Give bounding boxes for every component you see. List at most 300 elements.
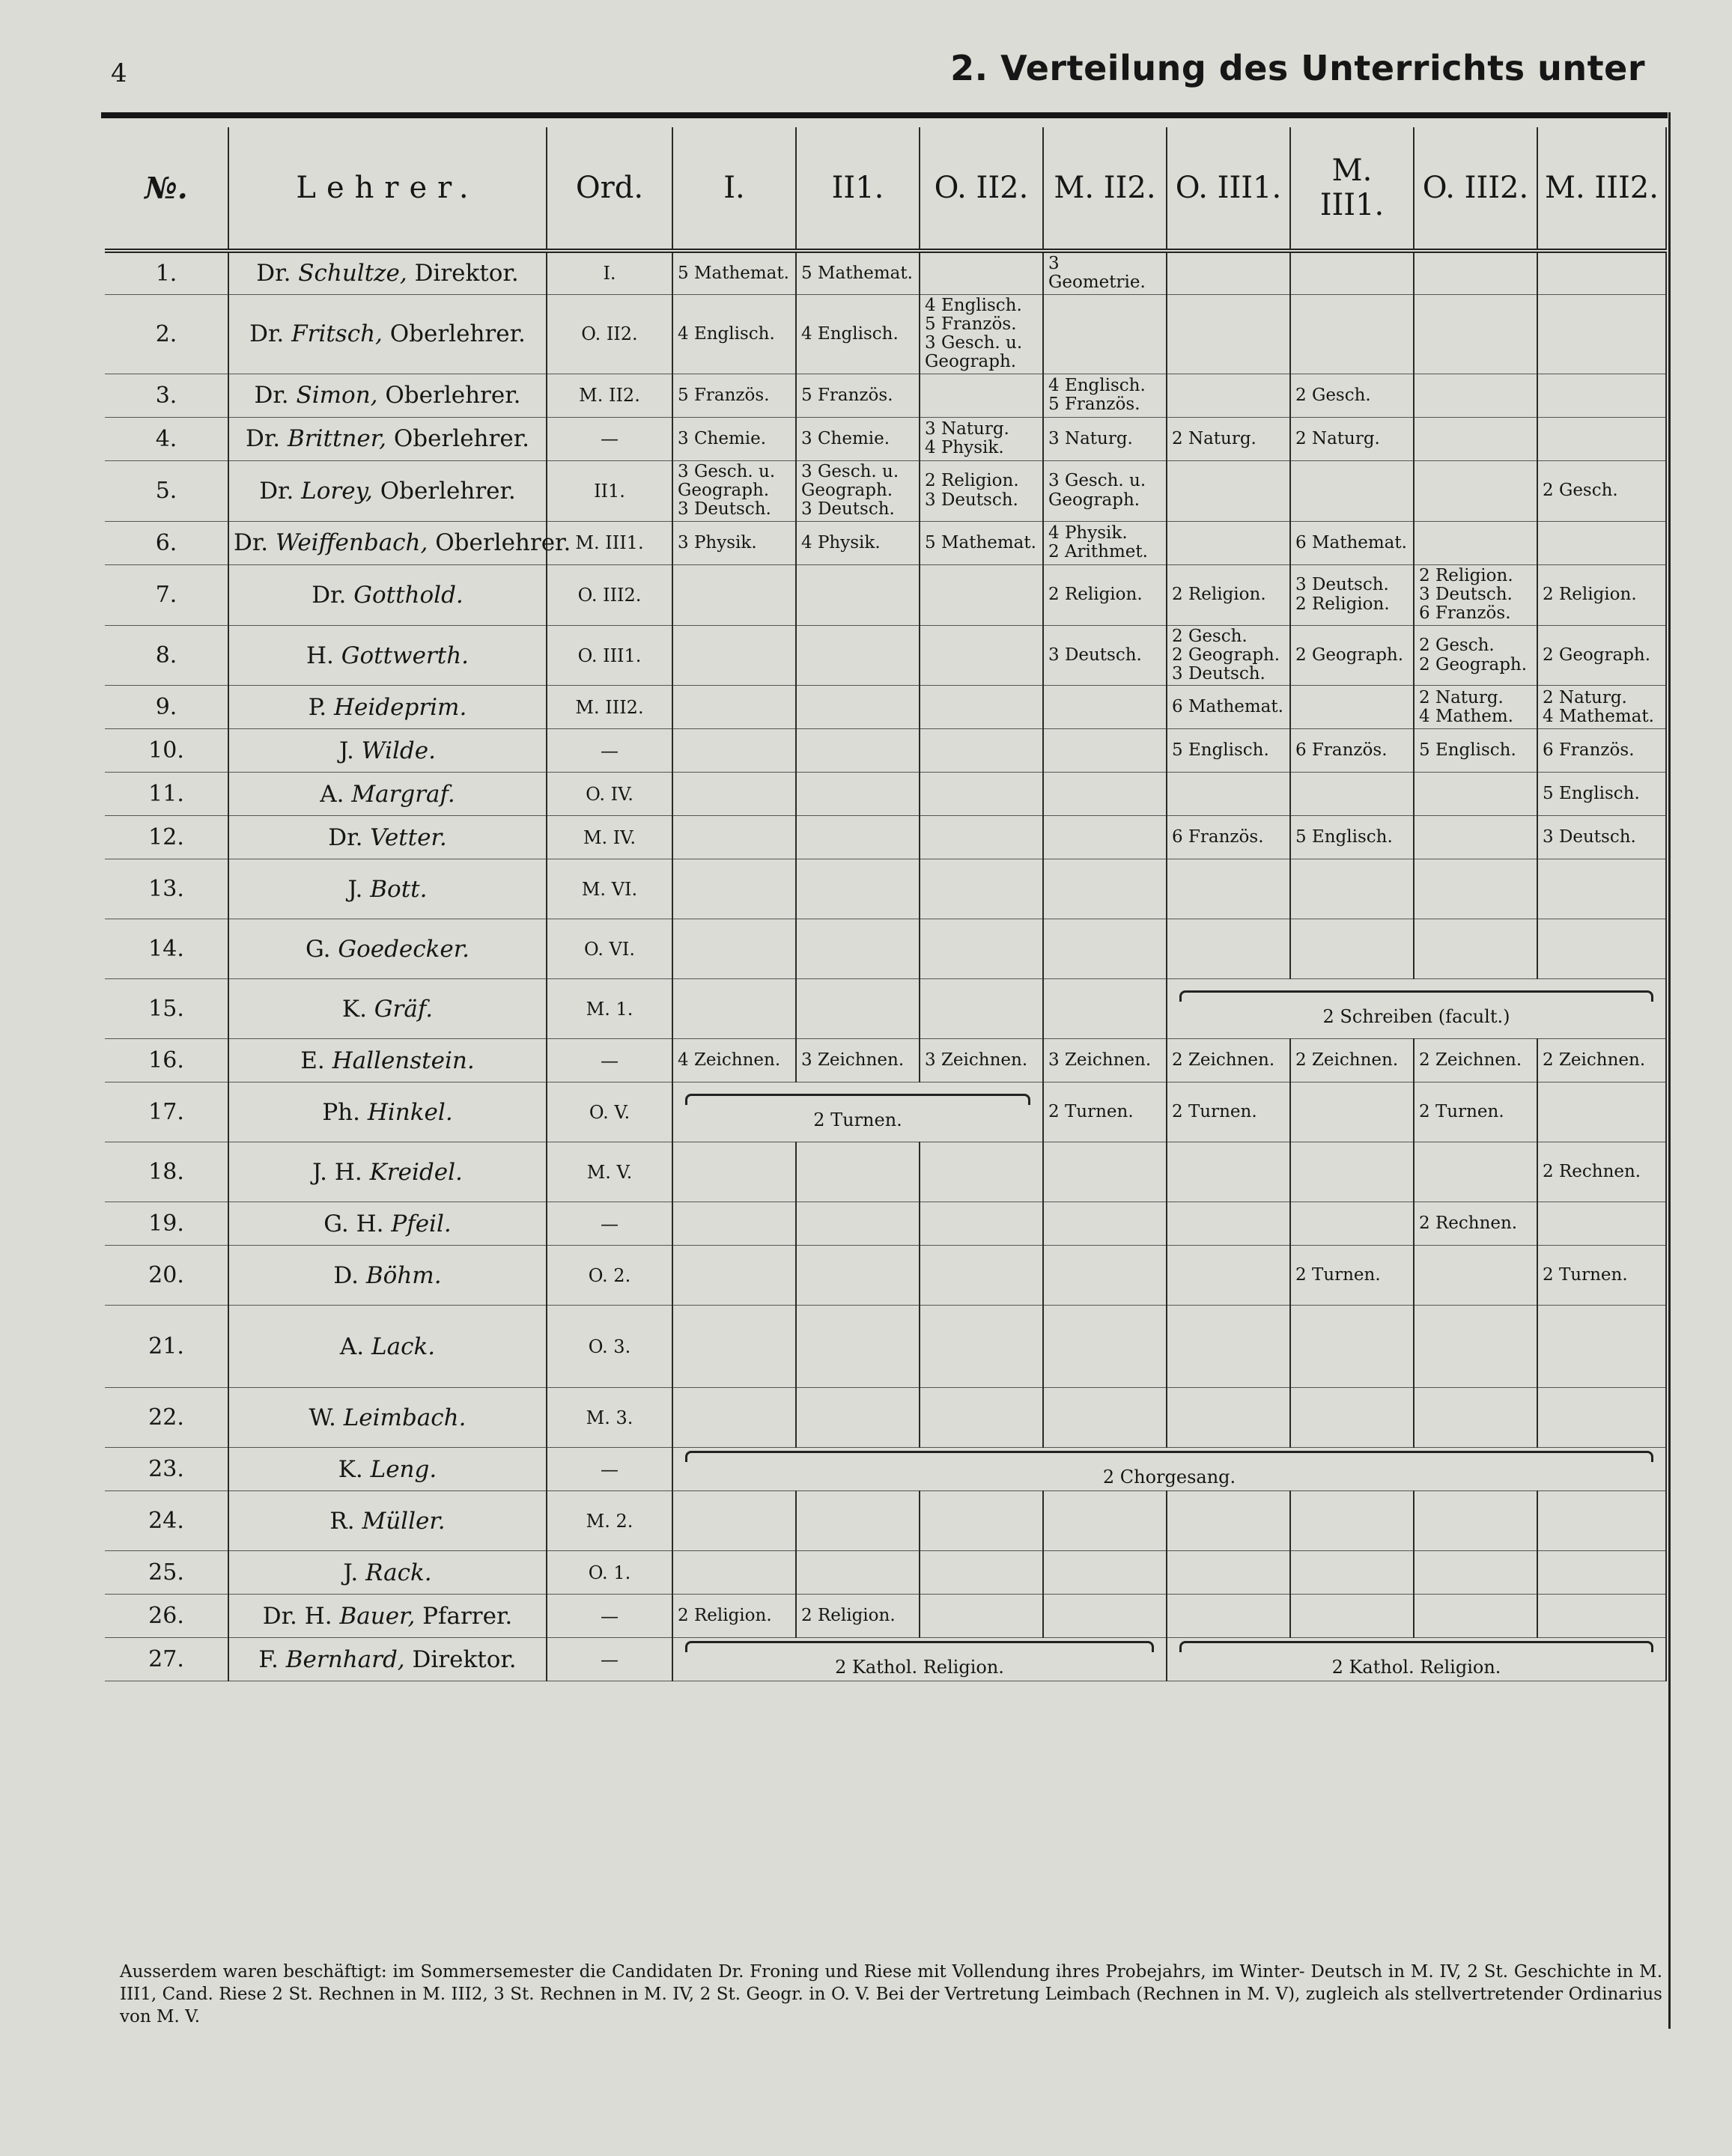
subject-cell <box>1043 1551 1167 1595</box>
subject-cell <box>1167 1551 1290 1595</box>
subject-cell: 5 Mathemat. <box>796 251 920 294</box>
table-row <box>105 417 1666 460</box>
subject-cell: 3 Gesch. u. Geograph. 3 Deutsch. <box>672 460 796 521</box>
teacher-prefix: F. <box>258 1645 279 1673</box>
subject-cell <box>796 1202 920 1246</box>
teacher-name: Leimbach. <box>343 1404 467 1431</box>
teacher-name-cell <box>228 1491 547 1551</box>
subject-cell <box>1537 1202 1666 1246</box>
header-class-1: I. <box>672 127 796 251</box>
subject-cell <box>1537 374 1666 417</box>
teacher-name-cell <box>228 521 571 564</box>
row-number: 22. <box>105 1388 228 1448</box>
subject-cell: 2 Religion. <box>796 1595 920 1638</box>
subject-cell: 5 Englisch. <box>1414 729 1537 773</box>
subject-cell: 5 Englisch. <box>1537 773 1666 816</box>
teacher-name: Müller. <box>362 1507 446 1535</box>
teacher-prefix: A. <box>320 780 344 808</box>
subject-cell <box>1043 1388 1167 1448</box>
teacher-prefix: H. <box>306 642 334 669</box>
table-row <box>105 1246 1666 1306</box>
subject-cell <box>1167 859 1290 919</box>
table-row <box>105 625 1666 686</box>
row-number: 25. <box>105 1551 228 1595</box>
footnote: Ausserdem waren beschäftigt: im Sommersemester die Candidaten Dr. Froning und Riese mit Vollendung ihres Probejahrs, im Winter- Deutsch in M. IV, 2 St. Geschichte in M. III1, Cand. Riese 2 St. Rechnen in M. III2, 3 St. Rechnen in M. IV, 2 St. Geogr. in O. V. Bei der Vertretung Leimbach (Rechnen in M. V), zugleich als stellvertretender Ordinarius von M. V. <box>120 1962 1662 2026</box>
subject-cell <box>1414 521 1537 564</box>
subject-cell: 2 Gesch. 2 Geograph. <box>1414 625 1537 686</box>
table-row <box>105 1551 1666 1595</box>
subject-cell: 4 Zeichnen. <box>672 1039 796 1082</box>
brace-mark <box>1179 1641 1653 1652</box>
subject-cell <box>1167 1306 1290 1388</box>
row-number: 24. <box>105 1491 228 1551</box>
subject-cell <box>672 859 796 919</box>
subject-cell <box>1167 1491 1290 1551</box>
ordinarius-cell: O. VI. <box>547 919 672 979</box>
page-number: 4 <box>111 58 127 88</box>
subject-cell: 3 Geometrie. <box>1043 251 1167 294</box>
teacher-name-cell <box>228 1448 547 1491</box>
teacher-name-cell <box>228 1039 547 1082</box>
subject-cell: 5 Englisch. <box>1167 729 1290 773</box>
teacher-prefix: Dr. <box>254 382 289 409</box>
subject-cell <box>1290 859 1414 919</box>
teacher-prefix: P. <box>308 693 327 721</box>
subject-cell <box>920 1491 1043 1551</box>
subject-cell <box>796 979 920 1039</box>
subject-cell <box>920 625 1043 686</box>
subject-cell: 4 Englisch. <box>672 294 796 374</box>
ordinarius-cell: O. 1. <box>547 1551 672 1595</box>
subject-cell <box>920 1388 1043 1448</box>
subject-cell <box>1167 1202 1290 1246</box>
subject-cell <box>1414 773 1537 816</box>
subject-cell: 3 Chemie. <box>796 417 920 460</box>
header-row <box>105 127 1666 251</box>
subject-cell <box>1167 919 1290 979</box>
teacher-name: Hinkel. <box>367 1098 453 1126</box>
row-number: 14. <box>105 919 228 979</box>
teacher-name-cell <box>228 1306 547 1388</box>
row-number: 23. <box>105 1448 228 1491</box>
ordinarius-cell: II1. <box>547 460 672 521</box>
subject-cell: 2 Gesch. <box>1537 460 1666 521</box>
subject-cell <box>672 1388 796 1448</box>
subject-cell <box>1414 460 1537 521</box>
subject-cell <box>1537 521 1666 564</box>
teacher-name: Lorey, <box>301 477 373 505</box>
table-row <box>105 859 1666 919</box>
subject-cell: 3 Gesch. u. Geograph. 3 Deutsch. <box>796 460 920 521</box>
teacher-name-cell <box>228 1082 547 1142</box>
subject-cell <box>1167 1246 1290 1306</box>
table-row <box>105 1638 1666 1681</box>
teacher-name-cell <box>228 773 547 816</box>
subject-cell: 5 Französ. <box>672 374 796 417</box>
teacher-name: Goedecker. <box>338 935 470 963</box>
subject-cell <box>1537 859 1666 919</box>
subject-cell <box>1043 1491 1167 1551</box>
subject-cell <box>920 1142 1043 1202</box>
subject-cell <box>1290 1142 1414 1202</box>
subject-cell: 2 Naturg. 4 Mathemat. <box>1537 686 1666 729</box>
subject-cell: 2 Turnen. <box>1167 1082 1290 1142</box>
subject-cell <box>1537 919 1666 979</box>
table-row <box>105 1388 1666 1448</box>
subject-cell <box>1043 816 1167 859</box>
subject-cell <box>672 816 796 859</box>
teacher-name-cell <box>228 251 547 294</box>
teacher-name: Bott. <box>370 875 428 903</box>
subject-cell <box>672 625 796 686</box>
subject-cell <box>1043 1306 1167 1388</box>
ordinarius-cell: O. III1. <box>547 625 672 686</box>
subject-cell <box>1043 294 1167 374</box>
subject-cell <box>920 1551 1043 1595</box>
subject-cell <box>1537 417 1666 460</box>
subject-cell: 6 Französ. <box>1290 729 1414 773</box>
row-number: 3. <box>105 374 228 417</box>
subject-cell <box>920 374 1043 417</box>
teacher-name-cell <box>228 294 547 374</box>
teacher-name: Gräf. <box>374 995 434 1023</box>
subject-cell: 3 Zeichnen. <box>920 1039 1043 1082</box>
subject-cell <box>796 1306 920 1388</box>
subject-cell <box>920 979 1043 1039</box>
row-number: 18. <box>105 1142 228 1202</box>
subject-cell <box>1414 417 1537 460</box>
table-row <box>105 251 1666 294</box>
teacher-name: Pfeil. <box>391 1210 452 1237</box>
teacher-name-cell <box>228 859 547 919</box>
shared-lesson-cell <box>672 1082 1043 1142</box>
distribution-table-wrapper <box>105 127 1666 1681</box>
subject-cell <box>1537 1551 1666 1595</box>
teacher-name-cell <box>228 460 547 521</box>
teacher-title: Oberlehrer. <box>380 477 516 505</box>
table-row <box>105 1142 1666 1202</box>
table-row <box>105 979 1666 1039</box>
subject-cell <box>1537 1491 1666 1551</box>
subject-cell: 2 Gesch. 2 Geograph. 3 Deutsch. <box>1167 625 1290 686</box>
subject-cell <box>796 1551 920 1595</box>
brace-mark <box>685 1451 1653 1462</box>
subject-cell: 2 Gesch. <box>1290 374 1414 417</box>
brace-mark <box>1179 990 1653 1002</box>
teacher-name: Böhm. <box>365 1261 442 1289</box>
teacher-name: Gotthold. <box>353 581 464 609</box>
ordinarius-cell: — <box>547 1202 672 1246</box>
table-row <box>105 564 1666 625</box>
subject-cell: 2 Naturg. <box>1290 417 1414 460</box>
row-number: 15. <box>105 979 228 1039</box>
subject-cell <box>672 1246 796 1306</box>
subject-cell <box>672 919 796 979</box>
subject-cell: 2 Religion. 3 Deutsch. 6 Französ. <box>1414 564 1537 625</box>
header-lehrer: Lehrer. <box>228 127 547 251</box>
subject-cell <box>920 859 1043 919</box>
teacher-prefix: Dr. <box>234 529 269 557</box>
teacher-name-cell <box>228 729 547 773</box>
top-rule <box>101 112 1668 118</box>
shared-lesson-label: 2 Kathol. Religion. <box>1331 1657 1501 1678</box>
row-number: 21. <box>105 1306 228 1388</box>
subject-cell <box>1290 1202 1414 1246</box>
subject-cell <box>1167 374 1290 417</box>
subject-cell: 4 Englisch. 5 Französ. <box>1043 374 1167 417</box>
subject-cell <box>672 1202 796 1246</box>
subject-cell <box>796 1142 920 1202</box>
subject-cell: 5 Mathemat. <box>920 521 1043 564</box>
distribution-table <box>105 127 1667 1681</box>
subject-cell <box>920 1202 1043 1246</box>
subject-cell: 3 Zeichnen. <box>796 1039 920 1082</box>
header-class-3: O. II2. <box>920 127 1043 251</box>
teacher-title: Pfarrer. <box>422 1602 513 1630</box>
teacher-name-cell <box>228 816 547 859</box>
subject-cell <box>1414 1306 1537 1388</box>
table-row <box>105 1448 1666 1491</box>
header-ord: Ord. <box>547 127 672 251</box>
subject-cell <box>1414 1595 1537 1638</box>
ordinarius-cell: O. III2. <box>547 564 672 625</box>
teacher-name-cell <box>228 374 547 417</box>
shared-lesson-cell <box>1167 979 1666 1039</box>
subject-cell: 4 Physik. <box>796 521 920 564</box>
subject-cell: 2 Geograph. <box>1290 625 1414 686</box>
subject-cell <box>1167 1142 1290 1202</box>
teacher-prefix: W. <box>309 1404 336 1431</box>
ordinarius-cell: — <box>547 1448 672 1491</box>
subject-cell <box>672 564 796 625</box>
teacher-name: Kreidel. <box>369 1158 463 1186</box>
subject-cell <box>920 686 1043 729</box>
ordinarius-cell: — <box>547 1039 672 1082</box>
teacher-name: Leng. <box>370 1455 437 1483</box>
teacher-title: Oberlehrer. <box>385 382 521 409</box>
teacher-title: Oberlehrer. <box>389 320 526 348</box>
teacher-name-cell <box>228 1638 547 1681</box>
subject-cell: 6 Französ. <box>1167 816 1290 859</box>
subject-cell <box>920 919 1043 979</box>
row-number: 10. <box>105 729 228 773</box>
teacher-name-cell <box>228 1202 547 1246</box>
subject-cell: 2 Religion. 3 Deutsch. <box>920 460 1043 521</box>
table-row <box>105 1306 1666 1388</box>
teacher-prefix: J. <box>343 1559 359 1586</box>
teacher-name: Vetter. <box>370 823 447 851</box>
subject-cell: 2 Geograph. <box>1537 625 1666 686</box>
subject-cell <box>672 729 796 773</box>
subject-cell: 3 Naturg. <box>1043 417 1167 460</box>
table-row <box>105 1202 1666 1246</box>
subject-cell <box>1043 686 1167 729</box>
subject-cell: 2 Religion. <box>672 1595 796 1638</box>
teacher-name: Weiffenbach, <box>275 529 428 557</box>
subject-cell <box>796 1388 920 1448</box>
teacher-prefix: Dr. H. <box>262 1602 332 1630</box>
subject-cell <box>1290 919 1414 979</box>
subject-cell <box>796 564 920 625</box>
subject-cell <box>1043 729 1167 773</box>
table-row <box>105 686 1666 729</box>
row-number: 12. <box>105 816 228 859</box>
row-number: 1. <box>105 251 228 294</box>
shared-lesson-label: 2 Chorgesang. <box>1102 1467 1236 1488</box>
teacher-title: Direktor. <box>414 260 519 287</box>
subject-cell <box>1043 979 1167 1039</box>
subject-cell <box>672 773 796 816</box>
subject-cell: 3 Deutsch. <box>1537 816 1666 859</box>
subject-cell: 4 Englisch. 5 Französ. 3 Gesch. u. Geograph. <box>920 294 1043 374</box>
teacher-name-cell <box>228 1551 547 1595</box>
ordinarius-cell: M. 1. <box>547 979 672 1039</box>
teacher-name: Bauer, <box>339 1602 416 1630</box>
table-row <box>105 521 1666 564</box>
row-number: 2. <box>105 294 228 374</box>
ordinarius-cell: — <box>547 1595 672 1638</box>
ordinarius-cell: O. 2. <box>547 1246 672 1306</box>
ordinarius-cell: M. III1. <box>547 521 672 564</box>
subject-cell <box>796 686 920 729</box>
shared-lesson-cell <box>1167 1638 1666 1681</box>
teacher-name-cell <box>228 686 547 729</box>
teacher-name-cell <box>228 625 547 686</box>
subject-cell <box>920 773 1043 816</box>
table-row <box>105 816 1666 859</box>
teacher-name: Lack. <box>371 1333 436 1360</box>
subject-cell <box>1167 1595 1290 1638</box>
subject-cell <box>1414 1551 1537 1595</box>
teacher-name-cell <box>228 1142 547 1202</box>
ordinarius-cell: — <box>547 417 672 460</box>
subject-cell <box>1414 251 1537 294</box>
row-number: 27. <box>105 1638 228 1681</box>
header-no: №. <box>105 127 228 251</box>
shared-lesson-label: 2 Turnen. <box>813 1109 902 1131</box>
subject-cell <box>1290 1551 1414 1595</box>
teacher-name: Hallenstein. <box>332 1047 475 1074</box>
subject-cell: 3 Gesch. u. Geograph. <box>1043 460 1167 521</box>
teacher-title: Oberlehrer. <box>393 425 529 453</box>
right-rule <box>1668 112 1671 2029</box>
subject-cell <box>672 1551 796 1595</box>
subject-cell <box>920 729 1043 773</box>
teacher-name-cell <box>228 919 547 979</box>
subject-cell <box>672 1491 796 1551</box>
teacher-name: Brittner, <box>288 425 387 453</box>
subject-cell <box>1167 1388 1290 1448</box>
table-row <box>105 1491 1666 1551</box>
subject-cell <box>1167 294 1290 374</box>
teacher-name: Wilde. <box>361 737 436 764</box>
subject-cell <box>1290 460 1414 521</box>
teacher-prefix: Dr. <box>256 260 291 287</box>
teacher-prefix: Dr. <box>312 581 347 609</box>
subject-cell <box>796 1491 920 1551</box>
brace-mark <box>685 1641 1154 1652</box>
subject-cell: 2 Religion. <box>1167 564 1290 625</box>
teacher-prefix: G. <box>305 935 331 963</box>
subject-cell <box>796 859 920 919</box>
subject-cell: 2 Turnen. <box>1414 1082 1537 1142</box>
subject-cell <box>920 1306 1043 1388</box>
subject-cell <box>920 1246 1043 1306</box>
subject-cell: 2 Religion. <box>1043 564 1167 625</box>
teacher-prefix: Ph. <box>322 1098 360 1126</box>
subject-cell: 2 Rechnen. <box>1414 1202 1537 1246</box>
subject-cell <box>1290 1306 1414 1388</box>
subject-cell <box>920 564 1043 625</box>
subject-cell <box>1537 294 1666 374</box>
subject-cell <box>1414 294 1537 374</box>
subject-cell: 4 Englisch. <box>796 294 920 374</box>
row-number: 11. <box>105 773 228 816</box>
teacher-prefix: J. <box>339 737 354 764</box>
subject-cell: 2 Turnen. <box>1043 1082 1167 1142</box>
subject-cell: 4 Physik. 2 Arithmet. <box>1043 521 1167 564</box>
subject-cell: 3 Deutsch. <box>1043 625 1167 686</box>
row-number: 13. <box>105 859 228 919</box>
teacher-name: Fritsch, <box>291 320 383 348</box>
ordinarius-cell: O. II2. <box>547 294 672 374</box>
page-heading: 2. Verteilung des Unterrichts unter <box>950 48 1645 88</box>
header-class-7: O. III2. <box>1414 127 1537 251</box>
subject-cell: 2 Rechnen. <box>1537 1142 1666 1202</box>
ordinarius-cell: M. VI. <box>547 859 672 919</box>
subject-cell <box>920 1595 1043 1638</box>
subject-cell: 3 Naturg. 4 Physik. <box>920 417 1043 460</box>
row-number: 9. <box>105 686 228 729</box>
subject-cell <box>1537 1306 1666 1388</box>
subject-cell <box>1043 1246 1167 1306</box>
table-row <box>105 374 1666 417</box>
row-number: 5. <box>105 460 228 521</box>
subject-cell <box>1043 1142 1167 1202</box>
table-row <box>105 729 1666 773</box>
table-row <box>105 1595 1666 1638</box>
row-number: 17. <box>105 1082 228 1142</box>
subject-cell: 2 Naturg. <box>1167 417 1290 460</box>
ordinarius-cell: M. III2. <box>547 686 672 729</box>
teacher-name: Rack. <box>365 1559 432 1586</box>
subject-cell <box>1290 1082 1414 1142</box>
row-number: 4. <box>105 417 228 460</box>
ordinarius-cell: O. 3. <box>547 1306 672 1388</box>
ordinarius-cell: I. <box>547 251 672 294</box>
subject-cell <box>1290 1388 1414 1448</box>
subject-cell: 2 Religion. <box>1537 564 1666 625</box>
subject-cell <box>1537 1595 1666 1638</box>
shared-lesson-label: 2 Schreiben (facult.) <box>1322 1006 1510 1028</box>
subject-cell <box>796 729 920 773</box>
teacher-prefix: J. H. <box>312 1158 362 1186</box>
teacher-name: Margraf. <box>351 780 455 808</box>
teacher-title: Direktor. <box>412 1645 517 1673</box>
ordinarius-cell: — <box>547 729 672 773</box>
subject-cell <box>1043 1595 1167 1638</box>
row-number: 8. <box>105 625 228 686</box>
table-row <box>105 1039 1666 1082</box>
teacher-prefix: D. <box>333 1261 359 1289</box>
subject-cell <box>1043 919 1167 979</box>
header-class-8: M. III2. <box>1537 127 1666 251</box>
ordinarius-cell: M. II2. <box>547 374 672 417</box>
teacher-name: Bernhard, <box>285 1645 405 1673</box>
teacher-prefix: A. <box>339 1333 365 1360</box>
subject-cell <box>1290 1491 1414 1551</box>
subject-cell: 5 Französ. <box>796 374 920 417</box>
